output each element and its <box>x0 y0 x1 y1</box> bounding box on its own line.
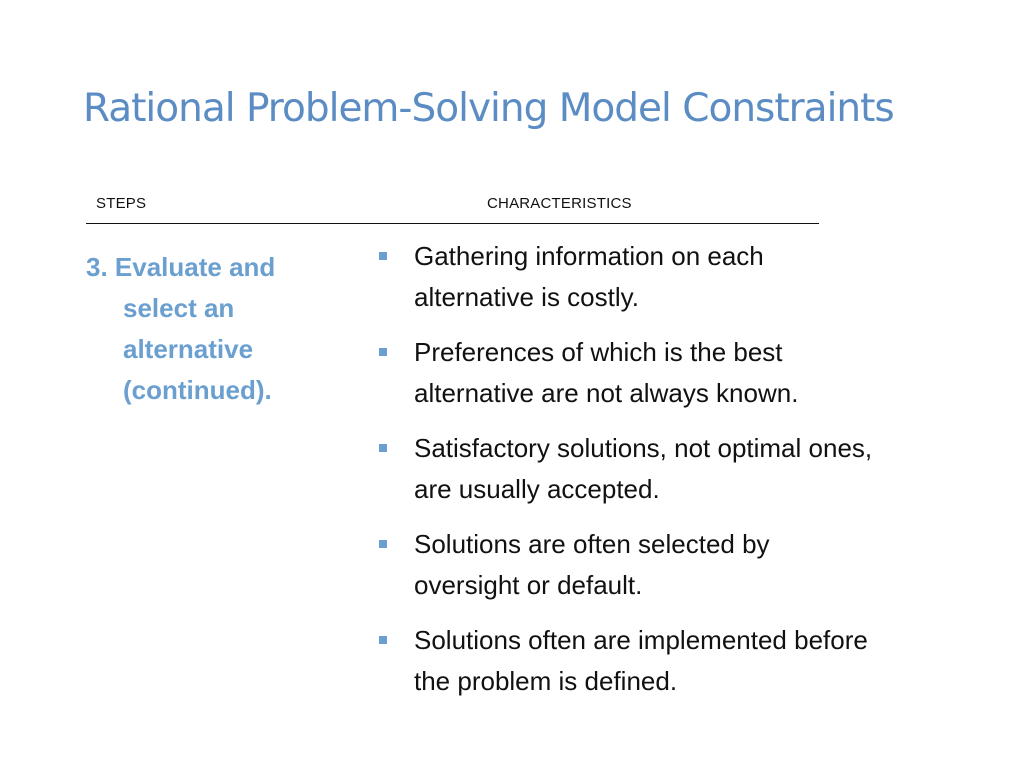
square-bullet-icon <box>379 636 387 644</box>
characteristic-line: Gathering information on each <box>414 241 764 271</box>
characteristic-line: Satisfactory solutions, not optimal ones, <box>414 433 873 463</box>
characteristic-line: alternative is costly. <box>414 282 639 312</box>
characteristic-line: Solutions are often selected by <box>414 529 770 559</box>
square-bullet-icon <box>379 348 387 356</box>
characteristic-line: the problem is defined. <box>414 666 678 696</box>
step-description <box>86 247 326 411</box>
step-line: (continued). <box>123 375 272 405</box>
characteristic-line: oversight or default. <box>414 570 643 600</box>
square-bullet-icon <box>379 444 387 452</box>
characteristics-list <box>377 236 937 716</box>
slide-title: Rational Problem-Solving Model Constraints <box>83 86 894 131</box>
characteristic-item <box>377 332 937 414</box>
characteristic-line: are usually accepted. <box>414 474 660 504</box>
characteristic-item <box>377 428 937 510</box>
characteristic-line: alternative are not always known. <box>414 378 799 408</box>
step-line: 3. Evaluate and <box>86 252 276 282</box>
characteristic-item <box>377 620 937 702</box>
characteristic-line: Preferences of which is the best <box>414 337 783 367</box>
characteristic-item <box>377 236 937 318</box>
steps-column-header: STEPS <box>96 195 147 212</box>
square-bullet-icon <box>379 252 387 260</box>
square-bullet-icon <box>379 540 387 548</box>
characteristics-column-header: CHARACTERISTICS <box>487 195 632 212</box>
characteristic-item <box>377 524 937 606</box>
header-divider <box>86 223 819 224</box>
step-line: alternative <box>123 334 254 364</box>
characteristic-line: Solutions often are implemented before <box>414 625 868 655</box>
step-line: select an <box>123 293 235 323</box>
